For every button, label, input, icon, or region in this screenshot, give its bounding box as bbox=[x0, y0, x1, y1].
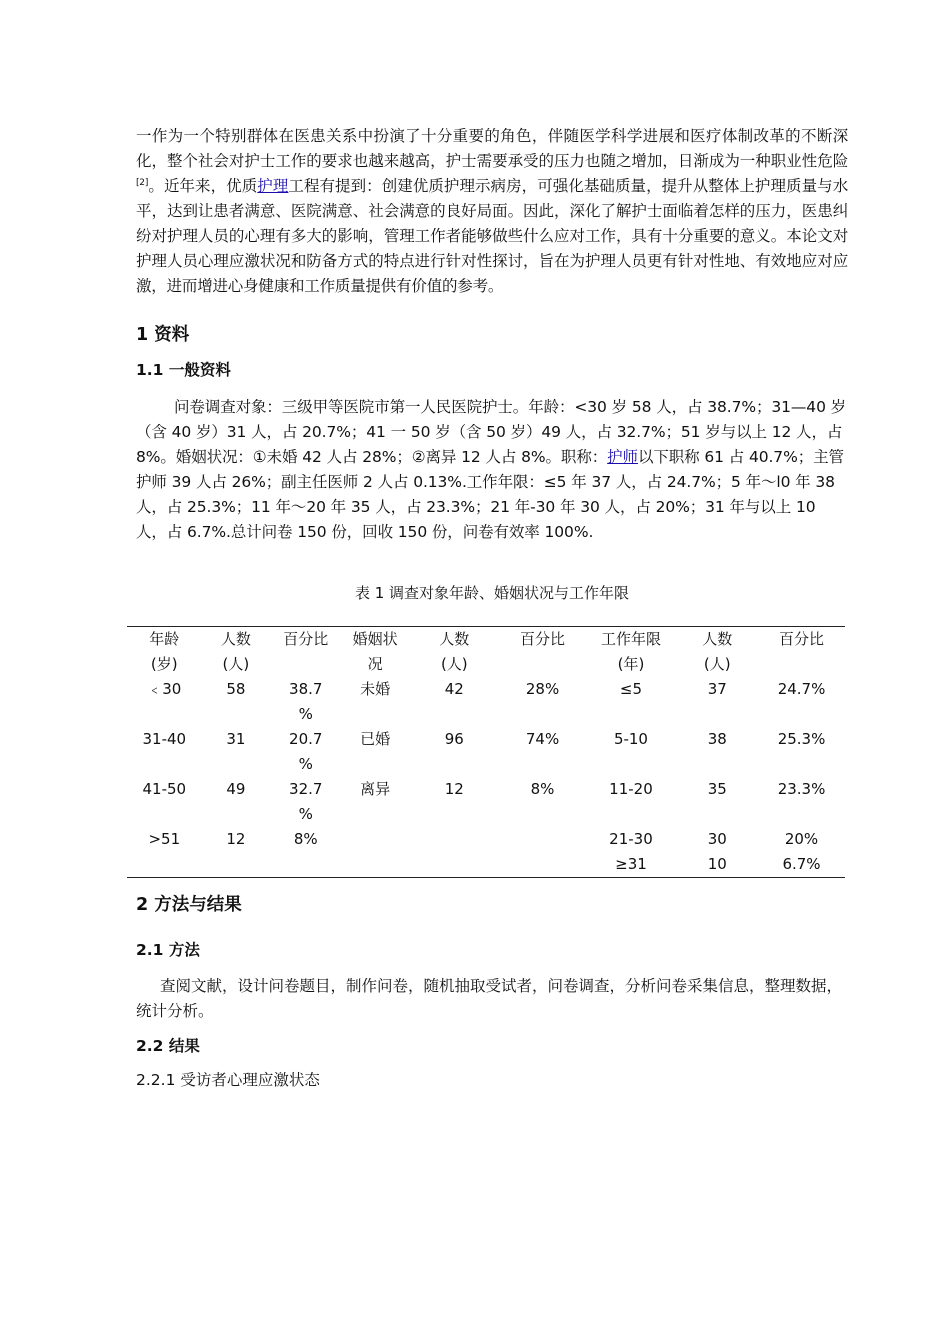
table-cell: ≤5 bbox=[619, 680, 643, 698]
table-cell: 30 bbox=[707, 830, 727, 848]
table-cell: 5-10 bbox=[613, 730, 648, 748]
table-cell bbox=[409, 827, 500, 852]
table-cell bbox=[409, 852, 500, 878]
table-cell: 41-50 bbox=[142, 780, 187, 798]
table-cell: 离异 bbox=[360, 780, 391, 798]
intro-text-3: 工程有提到：创建优质护理示病房，可强化基础质量，提升从整体上护理质量与水平，达到让患者满意、医院满意、社会满意的良好局面。因此，深化了解护士面临着怎样的压力，医患纠纷对护理人员的心理有多大的影响，管理工作者能够做些什么应对工作，具有十分重要的意义。本论文对护理人员心理应激状况和防备方式的特点进行针对性探讨，旨在为护理人员更有针对性地、有效地应对应激，进而增进心身健康和工作质量提供有价值的参考。 bbox=[136, 177, 848, 295]
general-data-text-2: 以下职称 61 占 40.7%；主管护师 39 人占 26%；副主任医师 2 人占 0.13%.工作年限：≤5 年 37 人，占 24.7%；5 年～l0 年 38 人，占 25.3%；11 年～20 年 35 人，占 23.3%；21 年-30 年 30 人，占 20%；31 年与以上 10 人，占 6.7%.总计问卷 150 份，回收 150 份，问卷有效率 100%. bbox=[136, 448, 844, 541]
table-cell: 42 bbox=[444, 680, 464, 698]
table-header-cell: 百分比 bbox=[520, 630, 566, 648]
section-2-2-1-heading: 2.2.1 受访者心理应激状态 bbox=[136, 1071, 320, 1089]
table-cell: 38.7 % bbox=[289, 680, 323, 723]
table-cell: 8% bbox=[293, 830, 318, 848]
table-header-cell: 工作年限 (年) bbox=[600, 630, 661, 673]
intro-paragraph bbox=[136, 124, 848, 299]
table-cell bbox=[500, 827, 586, 852]
table-cell bbox=[202, 852, 271, 878]
table-cell: 58 bbox=[226, 680, 246, 698]
table-cell: 6.7% bbox=[782, 855, 821, 873]
method-paragraph: 查阅文献，设计问卷题目，制作问卷，随机抽取受试者，问卷调查，分析问卷采集信息，整理数据，统计分析。 bbox=[136, 977, 843, 1020]
table-cell: 11-20 bbox=[609, 780, 653, 798]
table-cell: 20% bbox=[784, 830, 819, 848]
table-title: 表 1 调查对象年龄、婚姻状况与工作年限 bbox=[354, 584, 630, 602]
table-cell: 10 bbox=[707, 855, 727, 873]
table-cell: 12 bbox=[444, 780, 464, 798]
table-cell: 49 bbox=[226, 780, 246, 798]
table-cell: >51 bbox=[148, 830, 181, 848]
survey-table bbox=[127, 626, 845, 878]
table-cell bbox=[270, 852, 341, 878]
table-cell: ≥31 bbox=[615, 855, 647, 873]
intro-text-1: 一作为一个特别群体在医患关系中扮演了十分重要的角色，伴随医学科学进展和医疗体制改革的不断深化，整个社会对护士工作的要求也越来越高，护士需要承受的压力也随之增加，日渐成为一种职业性危险 bbox=[136, 127, 848, 170]
nurse-title-link[interactable]: 护师 bbox=[607, 448, 638, 466]
section-2-heading: 2 方法与结果 bbox=[136, 895, 242, 915]
section-1-1-heading: 1.1 一般资料 bbox=[136, 361, 231, 379]
table-row bbox=[127, 852, 845, 878]
table-cell: 8% bbox=[530, 780, 555, 798]
table-row bbox=[127, 677, 845, 727]
table-header-cell: 人数 (人) bbox=[220, 630, 251, 673]
table-cell: 25.3% bbox=[777, 730, 826, 748]
table-header-cell: 百分比 bbox=[779, 630, 825, 648]
table-cell: 35 bbox=[707, 780, 727, 798]
table-cell: 24.7% bbox=[777, 680, 826, 698]
table-cell: 96 bbox=[444, 730, 464, 748]
table-cell: 12 bbox=[226, 830, 246, 848]
table-header-cell: 人数 (人) bbox=[439, 630, 470, 673]
table-cell: 23.3% bbox=[777, 780, 826, 798]
table-cell: 37 bbox=[707, 680, 727, 698]
table-cell bbox=[127, 852, 202, 878]
table-cell bbox=[500, 852, 586, 878]
table-cell: 已婚 bbox=[360, 730, 391, 748]
section-1-heading: 1 资料 bbox=[136, 325, 190, 345]
section-2-1-heading: 2.1 方法 bbox=[136, 941, 200, 959]
table-cell: 31-40 bbox=[142, 730, 187, 748]
table-row bbox=[127, 777, 845, 827]
document-page bbox=[136, 124, 848, 1093]
general-data-text-1: 问卷调查对象：三级甲等医院市第一人民医院护士。年龄：<30 岁 58 人，占 38.7%；31—40 岁（含 40 岁）31 人，占 20.7%；41 一 50 岁（含 50 岁）49 人，占 32.7%；51 岁与以上 12 人，占 8%。婚姻状况：①未婚 42 人占 28%；②离异 12 人占 8%。职称： bbox=[136, 398, 847, 466]
section-2-2-heading: 2.2 结果 bbox=[136, 1037, 200, 1055]
table-header-cell: 婚姻状 况 bbox=[352, 630, 398, 673]
table-cell: ﹤30 bbox=[147, 680, 182, 698]
table-row bbox=[127, 827, 845, 852]
table-cell: 未婚 bbox=[360, 680, 391, 698]
table-cell: 74% bbox=[525, 730, 560, 748]
table-header-cell: 人数 (人) bbox=[702, 630, 733, 673]
table-cell: 38 bbox=[707, 730, 727, 748]
table-cell: 31 bbox=[226, 730, 246, 748]
table-cell: 21-30 bbox=[609, 830, 653, 848]
table-cell: 32.7 % bbox=[289, 780, 323, 823]
table-cell: 20.7 % bbox=[289, 730, 323, 773]
table-cell bbox=[341, 852, 409, 878]
table-header-row bbox=[127, 627, 845, 678]
table-header-cell: 百分比 bbox=[283, 630, 329, 648]
table-cell bbox=[341, 827, 409, 852]
table-cell: 28% bbox=[525, 680, 560, 698]
nursing-link[interactable]: 护理 bbox=[257, 177, 289, 195]
table-header-cell: 年龄 (岁) bbox=[149, 630, 180, 673]
citation-marker[interactable]: [2] bbox=[136, 178, 149, 188]
intro-text-2: 。近年来，优质 bbox=[148, 177, 258, 195]
general-data-paragraph bbox=[136, 395, 848, 545]
table-row bbox=[127, 727, 845, 777]
table-body bbox=[127, 677, 845, 878]
